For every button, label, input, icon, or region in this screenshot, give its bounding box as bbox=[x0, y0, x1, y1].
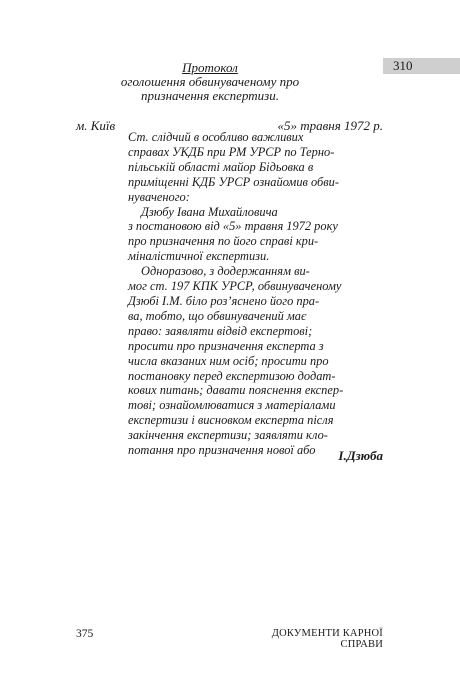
page-number-tab: 310 bbox=[383, 58, 460, 74]
body-line: закінчення експертизи; заявляти кло- bbox=[128, 428, 328, 443]
body-line: постановку перед експертизою додат- bbox=[128, 368, 336, 383]
body-line: з постановою від «5» травня 1972 року bbox=[128, 219, 338, 234]
body-line: числа вказаних ним осіб; просити про bbox=[128, 353, 329, 368]
body-line: нуваченого: bbox=[128, 189, 190, 204]
body-line: Ст. слідчий в особливо важливих bbox=[128, 130, 304, 144]
body-line: про призначення по його справі кри- bbox=[128, 234, 319, 249]
body-line: потання про призначення нової або bbox=[128, 443, 316, 458]
body-line: Одноразово, з додержанням ви- bbox=[141, 264, 310, 279]
body-line: Дзюбі І.М. біло роз’яснено його пра- bbox=[128, 293, 320, 308]
body-line: пільській області майор Бідьовка в bbox=[128, 159, 314, 174]
body-line: просити про призначення експерта з bbox=[128, 338, 324, 353]
document-subtitle-line-1: оголошення обвинуваченому про bbox=[120, 74, 300, 89]
running-footer: ДОКУМЕНТИ КАРНОЇ СПРАВИ bbox=[271, 628, 383, 650]
body-line: мог ст. 197 КПК УРСР, обвинуваченому bbox=[128, 279, 342, 294]
page-folio: 375 bbox=[76, 628, 94, 640]
body-line: тові; ознайомлюватися з матеріалами bbox=[128, 398, 336, 413]
document-subtitle-line-2: призначення експертизи. bbox=[141, 88, 279, 103]
body-line: Дзюбу Івана Михайловича bbox=[141, 204, 278, 219]
document-date: «5» травня 1972 р. bbox=[277, 118, 383, 133]
body-line: справах УКДБ при РМ УРСР по Терно- bbox=[128, 144, 335, 159]
document-title: Протокол bbox=[182, 60, 238, 75]
place-of-issue: м. Київ bbox=[76, 118, 116, 133]
body-line: міналістичної експертизи. bbox=[128, 249, 270, 264]
body-line: приміщенні КДБ УРСР ознайомив обви- bbox=[128, 174, 339, 189]
signature: І.Дзюба bbox=[338, 448, 383, 463]
protocol-body bbox=[128, 130, 368, 458]
body-line: ва, тобто, що обвинувачений має bbox=[128, 308, 307, 323]
body-line: право: заявляти відвід експертові; bbox=[128, 323, 313, 338]
body-line: кових питань; давати пояснення експер- bbox=[128, 383, 344, 398]
body-line: експертизи і висновком експерта після bbox=[128, 413, 334, 428]
